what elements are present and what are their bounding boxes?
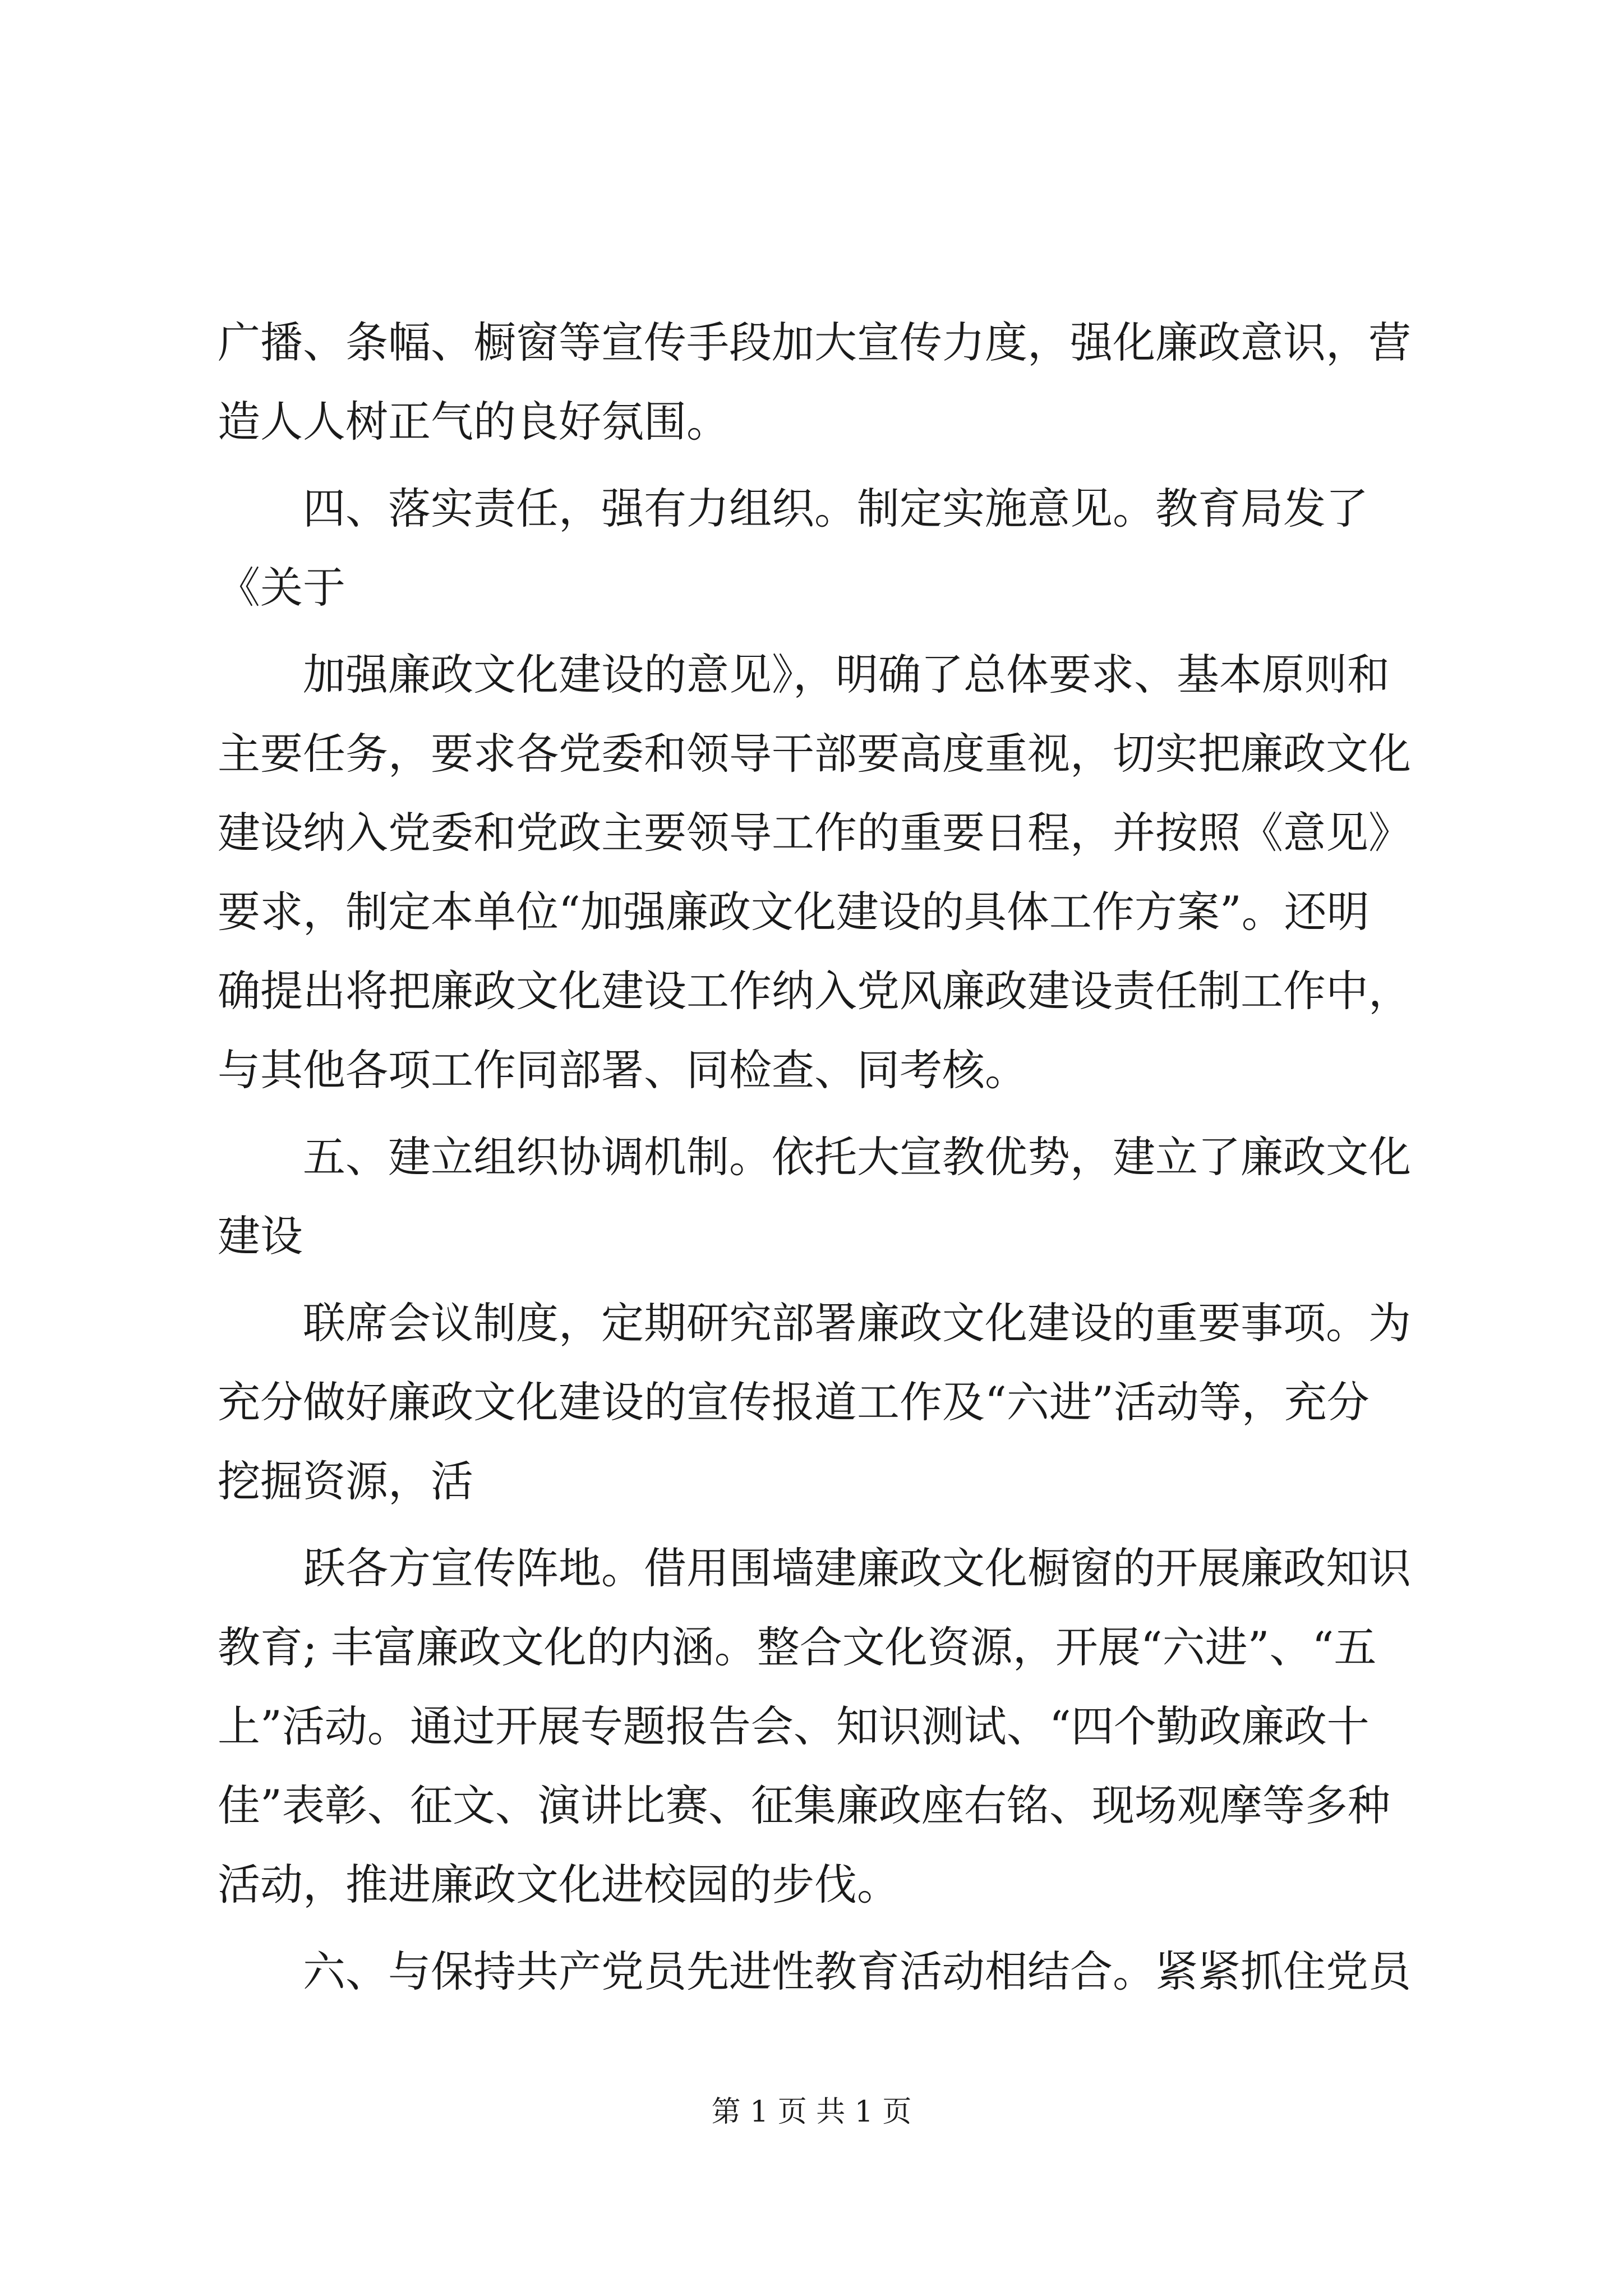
- text-line: 与其他各项工作同部署、同检查、同考核。: [218, 1045, 1027, 1095]
- paragraph-start-line: 六、与保持共产党员先进性教育活动相结合。紧紧抓住党员: [303, 1947, 1411, 1996]
- text-line: 广播、条幅、橱窗等宣传手段加大宣传力度，强化廉政意识，营: [218, 318, 1411, 367]
- paragraph-start-line: 跃各方宣传阵地。借用围墙建廉政文化橱窗的开展廉政知识: [303, 1543, 1411, 1593]
- paragraph-start-line: 四、落实责任，强有力组织。制定实施意见。教育局发了: [303, 484, 1368, 533]
- text-line: 教育; 丰富廉政文化的内涵。整合文化资源，开展“六进”、“五: [218, 1622, 1377, 1672]
- paragraph-start-line: 五、建立组织协调机制。依托大宣教优势，建立了廉政文化: [303, 1132, 1411, 1182]
- text-line: 主要任务，要求各党委和领导干部要高度重视，切实把廉政文化: [218, 729, 1411, 779]
- text-line: 要求，制定本单位“加强廉政文化建设的具体工作方案”。还明: [218, 887, 1370, 937]
- document-body: [218, 303, 1423, 2011]
- text-line: 确提出将把廉政文化建设工作纳入党风廉政建设责任制工作中，: [218, 966, 1411, 1016]
- text-line: 充分做好廉政文化建设的宣传报道工作及“六进”活动等，充分: [218, 1377, 1370, 1427]
- text-line: 造人人树正气的良好氛围。: [218, 397, 729, 447]
- text-line: 上”活动。通过开展专题报告会、知识测试、“四个勤政廉政十: [218, 1701, 1370, 1751]
- text-line: 《关于: [218, 563, 345, 613]
- paragraph-start-line: 加强廉政文化建设的意见》，明确了总体要求、基本原则和: [303, 650, 1390, 700]
- text-line: 建设纳入党委和党政主要领导工作的重要日程，并按照《意见》: [218, 808, 1411, 858]
- paragraph-start-line: 联席会议制度，定期研究部署廉政文化建设的重要事项。为: [303, 1298, 1411, 1348]
- text-line: 挖掘资源，活: [218, 1456, 473, 1506]
- text-line: 建设: [218, 1211, 303, 1261]
- text-line: 佳”表彰、征文、演讲比赛、征集廉政座右铭、现场观摩等多种: [218, 1780, 1390, 1830]
- text-line: 活动，推进廉政文化进校园的步伐。: [218, 1860, 900, 1910]
- page-footer: 第 1 页 共 1 页: [711, 2095, 912, 2129]
